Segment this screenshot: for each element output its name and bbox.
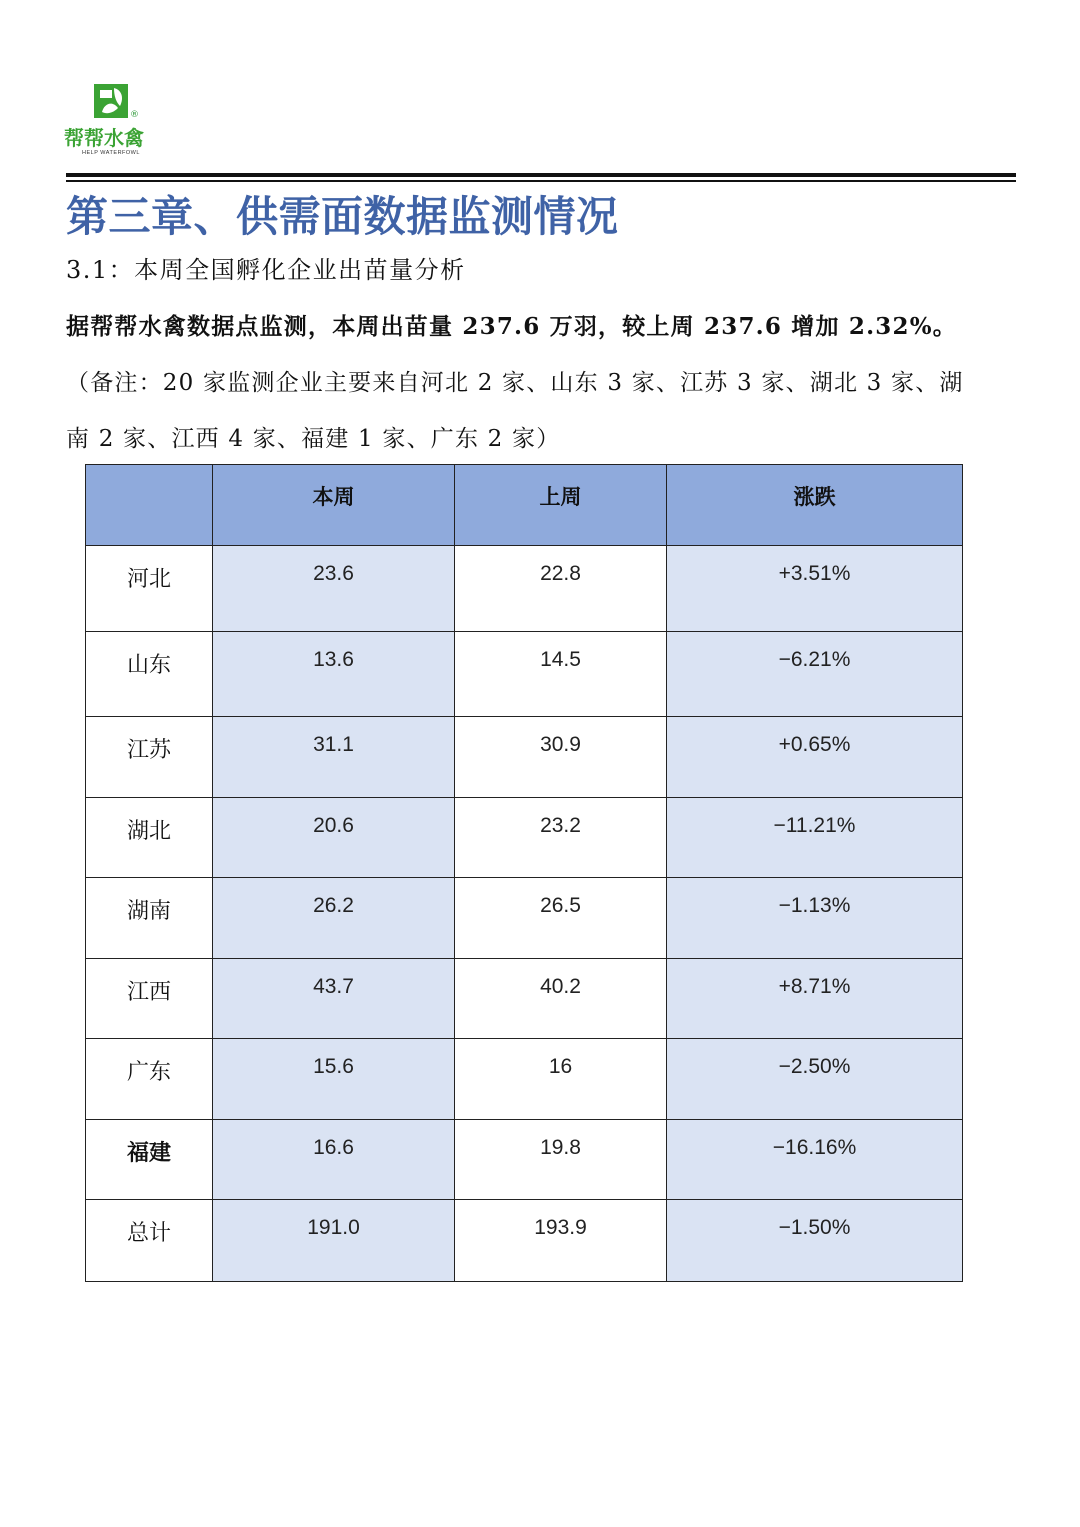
table-row (86, 717, 963, 798)
company-logo (64, 82, 164, 162)
note-line-1: （备注：20 家监测企业主要来自河北 2 家、山东 3 家、江苏 3 家、湖北 3 家、湖 (66, 370, 964, 396)
region-cell: 江苏 (86, 717, 213, 798)
this-week-cell: 31.1 (213, 717, 455, 798)
region-cell: 河北 (86, 546, 213, 632)
this-week-cell: 13.6 (213, 632, 455, 717)
last-week-cell: 16 (455, 1039, 667, 1120)
logo-name: 帮帮水禽 (64, 126, 144, 150)
this-week-cell: 191.0 (213, 1200, 455, 1282)
header-rule-thin (66, 180, 1016, 182)
table-row (86, 1200, 963, 1282)
region-cell: 山东 (86, 632, 213, 717)
this-week-cell: 15.6 (213, 1039, 455, 1120)
last-week-cell: 30.9 (455, 717, 667, 798)
last-week-cell: 14.5 (455, 632, 667, 717)
last-week-cell: 193.9 (455, 1200, 667, 1282)
region-cell: 湖南 (86, 878, 213, 959)
this-week-cell: 43.7 (213, 959, 455, 1039)
this-week-cell: 16.6 (213, 1120, 455, 1200)
last-week-cell: 40.2 (455, 959, 667, 1039)
hatchery-output-table (85, 464, 963, 1282)
section-title: 3.1：本周全国孵化企业出苗量分析 (66, 256, 466, 284)
chapter-title: 第三章、供需面数据监测情况 (66, 192, 619, 241)
registered-mark: ® (130, 110, 139, 120)
last-week-cell: 22.8 (455, 546, 667, 632)
this-week-cell: 23.6 (213, 546, 455, 632)
region-cell: 湖北 (86, 798, 213, 878)
change-cell: −16.16% (667, 1120, 963, 1200)
change-cell: −1.13% (667, 878, 963, 959)
last-week-cell: 26.5 (455, 878, 667, 959)
header-rule-thick (66, 173, 1016, 177)
header-region (86, 465, 213, 546)
change-cell: +0.65% (667, 717, 963, 798)
change-cell: +3.51% (667, 546, 963, 632)
this-week-cell: 26.2 (213, 878, 455, 959)
change-cell: −11.21% (667, 798, 963, 878)
change-cell: −6.21% (667, 632, 963, 717)
table-row (86, 1039, 963, 1120)
last-week-cell: 23.2 (455, 798, 667, 878)
header-last-week: 上周 (455, 465, 667, 546)
table-row (86, 632, 963, 717)
table-row (86, 546, 963, 632)
region-cell: 福建 (86, 1120, 213, 1200)
table-row (86, 798, 963, 878)
leaf-logo-icon (94, 84, 128, 118)
change-cell: −1.50% (667, 1200, 963, 1282)
last-week-cell: 19.8 (455, 1120, 667, 1200)
header-change: 涨跌 (667, 465, 963, 546)
header-this-week: 本周 (213, 465, 455, 546)
region-cell: 江西 (86, 959, 213, 1039)
table-row (86, 878, 963, 959)
summary-paragraph: 据帮帮水禽数据点监测，本周出苗量 237.6 万羽，较上周 237.6 增加 2.32%。 (66, 313, 957, 340)
change-cell: +8.71% (667, 959, 963, 1039)
change-cell: −2.50% (667, 1039, 963, 1120)
logo-subtitle: HELP WATERFOWL (82, 150, 140, 156)
table-row (86, 1120, 963, 1200)
table-row (86, 959, 963, 1039)
region-cell: 广东 (86, 1039, 213, 1120)
region-cell: 总计 (86, 1200, 213, 1282)
table-header-row (86, 465, 963, 546)
note-line-2: 南 2 家、江西 4 家、福建 1 家、广东 2 家） (66, 426, 561, 452)
this-week-cell: 20.6 (213, 798, 455, 878)
